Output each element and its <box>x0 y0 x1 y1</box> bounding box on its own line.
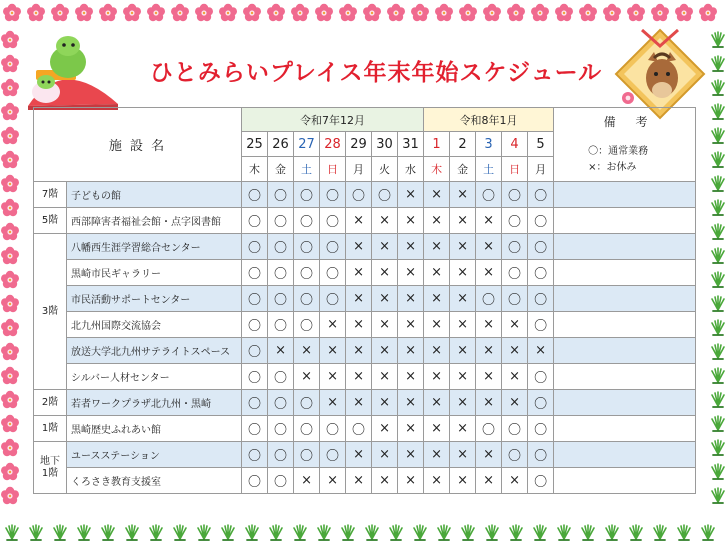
status-open: 〇 <box>502 416 528 442</box>
status-closed: × <box>476 442 502 468</box>
table-row <box>34 234 696 260</box>
status-open: 〇 <box>242 208 268 234</box>
notes-cell <box>554 312 696 338</box>
status-closed: × <box>476 338 502 364</box>
status-closed: × <box>398 312 424 338</box>
status-closed: × <box>346 286 372 312</box>
legend-closed: ×：お休み <box>588 162 637 173</box>
facility-name: 八幡西生涯学習総合センター <box>67 234 242 260</box>
status-closed: × <box>398 390 424 416</box>
status-open: 〇 <box>268 182 294 208</box>
status-closed: × <box>346 208 372 234</box>
status-open: 〇 <box>294 286 320 312</box>
notes-cell <box>554 208 696 234</box>
status-open: 〇 <box>528 260 554 286</box>
horse-ema-icon <box>612 24 708 120</box>
status-closed: × <box>450 468 476 494</box>
status-closed: × <box>268 338 294 364</box>
status-open: 〇 <box>268 364 294 390</box>
day-of-week: 木 <box>242 157 268 182</box>
status-closed: × <box>450 312 476 338</box>
status-closed: × <box>424 416 450 442</box>
status-closed: × <box>476 312 502 338</box>
day-number: 2 <box>450 132 476 157</box>
status-open: 〇 <box>294 416 320 442</box>
status-open: 〇 <box>502 234 528 260</box>
status-closed: × <box>294 468 320 494</box>
table-row <box>34 364 696 390</box>
status-closed: × <box>450 442 476 468</box>
status-open: 〇 <box>242 312 268 338</box>
month-header-dec: 令和7年12月 <box>242 108 424 132</box>
day-of-week: 月 <box>346 157 372 182</box>
status-closed: × <box>320 338 346 364</box>
day-of-week: 土 <box>476 157 502 182</box>
status-open: 〇 <box>320 286 346 312</box>
status-open: 〇 <box>242 338 268 364</box>
status-open: 〇 <box>242 442 268 468</box>
status-closed: × <box>346 260 372 286</box>
status-closed: × <box>398 260 424 286</box>
status-closed: × <box>424 442 450 468</box>
day-of-week: 水 <box>398 157 424 182</box>
status-open: 〇 <box>268 390 294 416</box>
status-closed: × <box>294 364 320 390</box>
table-row <box>34 468 696 494</box>
facility-name: 市民活動サポートセンター <box>67 286 242 312</box>
status-open: 〇 <box>372 182 398 208</box>
table-row <box>34 416 696 442</box>
day-of-week: 土 <box>294 157 320 182</box>
status-closed: × <box>294 338 320 364</box>
status-closed: × <box>372 286 398 312</box>
status-open: 〇 <box>294 182 320 208</box>
table-row <box>34 182 696 208</box>
notes-label: 備 考 <box>603 115 656 129</box>
status-open: 〇 <box>528 390 554 416</box>
status-closed: × <box>346 234 372 260</box>
day-number: 31 <box>398 132 424 157</box>
status-open: 〇 <box>528 442 554 468</box>
day-number: 26 <box>268 132 294 157</box>
facility-name: 北九州国際交流協会 <box>67 312 242 338</box>
facility-name: 若者ワークプラザ北九州・黒崎 <box>67 390 242 416</box>
status-closed: × <box>372 442 398 468</box>
status-open: 〇 <box>268 416 294 442</box>
status-closed: × <box>372 260 398 286</box>
day-of-week: 月 <box>528 157 554 182</box>
status-open: 〇 <box>294 442 320 468</box>
facility-name: 放送大学北九州サテライトスペース <box>67 338 242 364</box>
status-open: 〇 <box>528 364 554 390</box>
status-closed: × <box>450 208 476 234</box>
status-closed: × <box>502 338 528 364</box>
day-number: 27 <box>294 132 320 157</box>
notes-cell <box>554 260 696 286</box>
status-closed: × <box>320 390 346 416</box>
status-open: 〇 <box>320 416 346 442</box>
status-closed: × <box>346 364 372 390</box>
status-closed: × <box>372 234 398 260</box>
status-open: 〇 <box>320 234 346 260</box>
status-open: 〇 <box>268 442 294 468</box>
table-row <box>34 442 696 468</box>
status-closed: × <box>502 390 528 416</box>
status-closed: × <box>424 208 450 234</box>
status-closed: × <box>372 312 398 338</box>
status-closed: × <box>372 390 398 416</box>
status-closed: × <box>346 442 372 468</box>
facility-name: 西部障害者福祉会館・点字図書館 <box>67 208 242 234</box>
facility-name: シルバー人材センター <box>67 364 242 390</box>
status-closed: × <box>320 312 346 338</box>
status-open: 〇 <box>320 208 346 234</box>
notes-cell <box>554 416 696 442</box>
status-closed: × <box>424 312 450 338</box>
status-open: 〇 <box>242 182 268 208</box>
status-open: 〇 <box>528 234 554 260</box>
status-open: 〇 <box>528 286 554 312</box>
table-row <box>34 286 696 312</box>
status-open: 〇 <box>528 208 554 234</box>
status-open: 〇 <box>320 260 346 286</box>
notes-cell <box>554 234 696 260</box>
status-open: 〇 <box>268 208 294 234</box>
status-closed: × <box>424 260 450 286</box>
status-closed: × <box>346 312 372 338</box>
status-open: 〇 <box>502 286 528 312</box>
table-row <box>34 208 696 234</box>
status-closed: × <box>502 364 528 390</box>
status-open: 〇 <box>346 416 372 442</box>
notes-cell <box>554 286 696 312</box>
status-closed: × <box>476 208 502 234</box>
status-open: 〇 <box>502 442 528 468</box>
status-closed: × <box>398 286 424 312</box>
status-closed: × <box>424 234 450 260</box>
status-closed: × <box>424 286 450 312</box>
legend-open: 〇：通常業務 <box>588 146 649 157</box>
status-closed: × <box>398 416 424 442</box>
month-header-jan: 令和8年1月 <box>424 108 554 132</box>
status-closed: × <box>320 364 346 390</box>
status-closed: × <box>450 234 476 260</box>
status-open: 〇 <box>242 468 268 494</box>
status-closed: × <box>398 338 424 364</box>
status-open: 〇 <box>476 182 502 208</box>
status-closed: × <box>372 364 398 390</box>
status-closed: × <box>372 208 398 234</box>
day-of-week: 火 <box>372 157 398 182</box>
status-closed: × <box>528 338 554 364</box>
status-open: 〇 <box>528 416 554 442</box>
status-open: 〇 <box>528 468 554 494</box>
status-open: 〇 <box>268 234 294 260</box>
status-closed: × <box>476 390 502 416</box>
floor-label: 地下1階 <box>34 442 67 494</box>
status-open: 〇 <box>268 312 294 338</box>
status-closed: × <box>476 234 502 260</box>
status-open: 〇 <box>268 468 294 494</box>
notes-cell <box>554 182 696 208</box>
status-open: 〇 <box>242 286 268 312</box>
table-row <box>34 312 696 338</box>
facility-name: 黒崎市民ギャラリー <box>67 260 242 286</box>
status-closed: × <box>450 364 476 390</box>
status-open: 〇 <box>502 260 528 286</box>
status-closed: × <box>372 416 398 442</box>
facility-name: くろさき教育支援室 <box>67 468 242 494</box>
status-closed: × <box>450 390 476 416</box>
status-open: 〇 <box>294 390 320 416</box>
status-closed: × <box>398 364 424 390</box>
status-closed: × <box>476 364 502 390</box>
floor-label: 5階 <box>34 208 67 234</box>
day-number: 30 <box>372 132 398 157</box>
status-open: 〇 <box>476 416 502 442</box>
schedule-table <box>33 107 696 494</box>
day-number: 5 <box>528 132 554 157</box>
status-open: 〇 <box>242 390 268 416</box>
status-closed: × <box>450 182 476 208</box>
day-number: 28 <box>320 132 346 157</box>
kagami-mochi-icon <box>22 34 122 114</box>
status-closed: × <box>398 468 424 494</box>
status-open: 〇 <box>320 442 346 468</box>
status-closed: × <box>450 416 476 442</box>
status-open: 〇 <box>320 182 346 208</box>
status-closed: × <box>502 468 528 494</box>
notes-cell <box>554 338 696 364</box>
status-closed: × <box>476 468 502 494</box>
status-open: 〇 <box>242 364 268 390</box>
status-closed: × <box>450 286 476 312</box>
status-closed: × <box>450 338 476 364</box>
day-of-week: 木 <box>424 157 450 182</box>
status-closed: × <box>424 182 450 208</box>
status-open: 〇 <box>346 182 372 208</box>
status-closed: × <box>424 364 450 390</box>
notes-header <box>554 108 696 182</box>
table-row <box>34 390 696 416</box>
status-closed: × <box>346 390 372 416</box>
status-closed: × <box>346 338 372 364</box>
status-closed: × <box>346 468 372 494</box>
floor-label: 3階 <box>34 234 67 390</box>
status-open: 〇 <box>242 260 268 286</box>
status-closed: × <box>398 208 424 234</box>
notes-cell <box>554 390 696 416</box>
status-open: 〇 <box>294 208 320 234</box>
day-number: 3 <box>476 132 502 157</box>
notes-cell <box>554 442 696 468</box>
status-open: 〇 <box>502 182 528 208</box>
status-open: 〇 <box>294 234 320 260</box>
status-open: 〇 <box>528 312 554 338</box>
status-closed: × <box>424 468 450 494</box>
facility-name: ユースステーション <box>67 442 242 468</box>
day-number: 25 <box>242 132 268 157</box>
table-row <box>34 260 696 286</box>
status-closed: × <box>424 390 450 416</box>
status-closed: × <box>398 182 424 208</box>
status-closed: × <box>320 468 346 494</box>
notes-cell <box>554 468 696 494</box>
floor-label: 1階 <box>34 416 67 442</box>
day-of-week: 金 <box>268 157 294 182</box>
day-number: 1 <box>424 132 450 157</box>
status-closed: × <box>476 260 502 286</box>
status-closed: × <box>424 338 450 364</box>
status-open: 〇 <box>268 286 294 312</box>
status-closed: × <box>398 442 424 468</box>
day-of-week: 金 <box>450 157 476 182</box>
status-closed: × <box>372 338 398 364</box>
status-open: 〇 <box>294 312 320 338</box>
page-title: ひとみらいプレイス年末年始スケジュール <box>149 60 603 86</box>
floor-label: 7階 <box>34 182 67 208</box>
status-open: 〇 <box>242 416 268 442</box>
facility-name: 子どもの館 <box>67 182 242 208</box>
floor-label: 2階 <box>34 390 67 416</box>
status-closed: × <box>372 468 398 494</box>
day-number: 29 <box>346 132 372 157</box>
day-number: 4 <box>502 132 528 157</box>
facility-header: 施 設 名 <box>34 108 242 182</box>
status-open: 〇 <box>242 234 268 260</box>
table-row <box>34 338 696 364</box>
status-open: 〇 <box>294 260 320 286</box>
status-closed: × <box>450 260 476 286</box>
day-of-week: 日 <box>320 157 346 182</box>
notes-cell <box>554 364 696 390</box>
status-closed: × <box>398 234 424 260</box>
day-of-week: 日 <box>502 157 528 182</box>
status-open: 〇 <box>528 182 554 208</box>
status-open: 〇 <box>268 260 294 286</box>
status-closed: × <box>502 312 528 338</box>
status-open: 〇 <box>502 208 528 234</box>
facility-name: 黒崎歴史ふれあい館 <box>67 416 242 442</box>
status-open: 〇 <box>476 286 502 312</box>
